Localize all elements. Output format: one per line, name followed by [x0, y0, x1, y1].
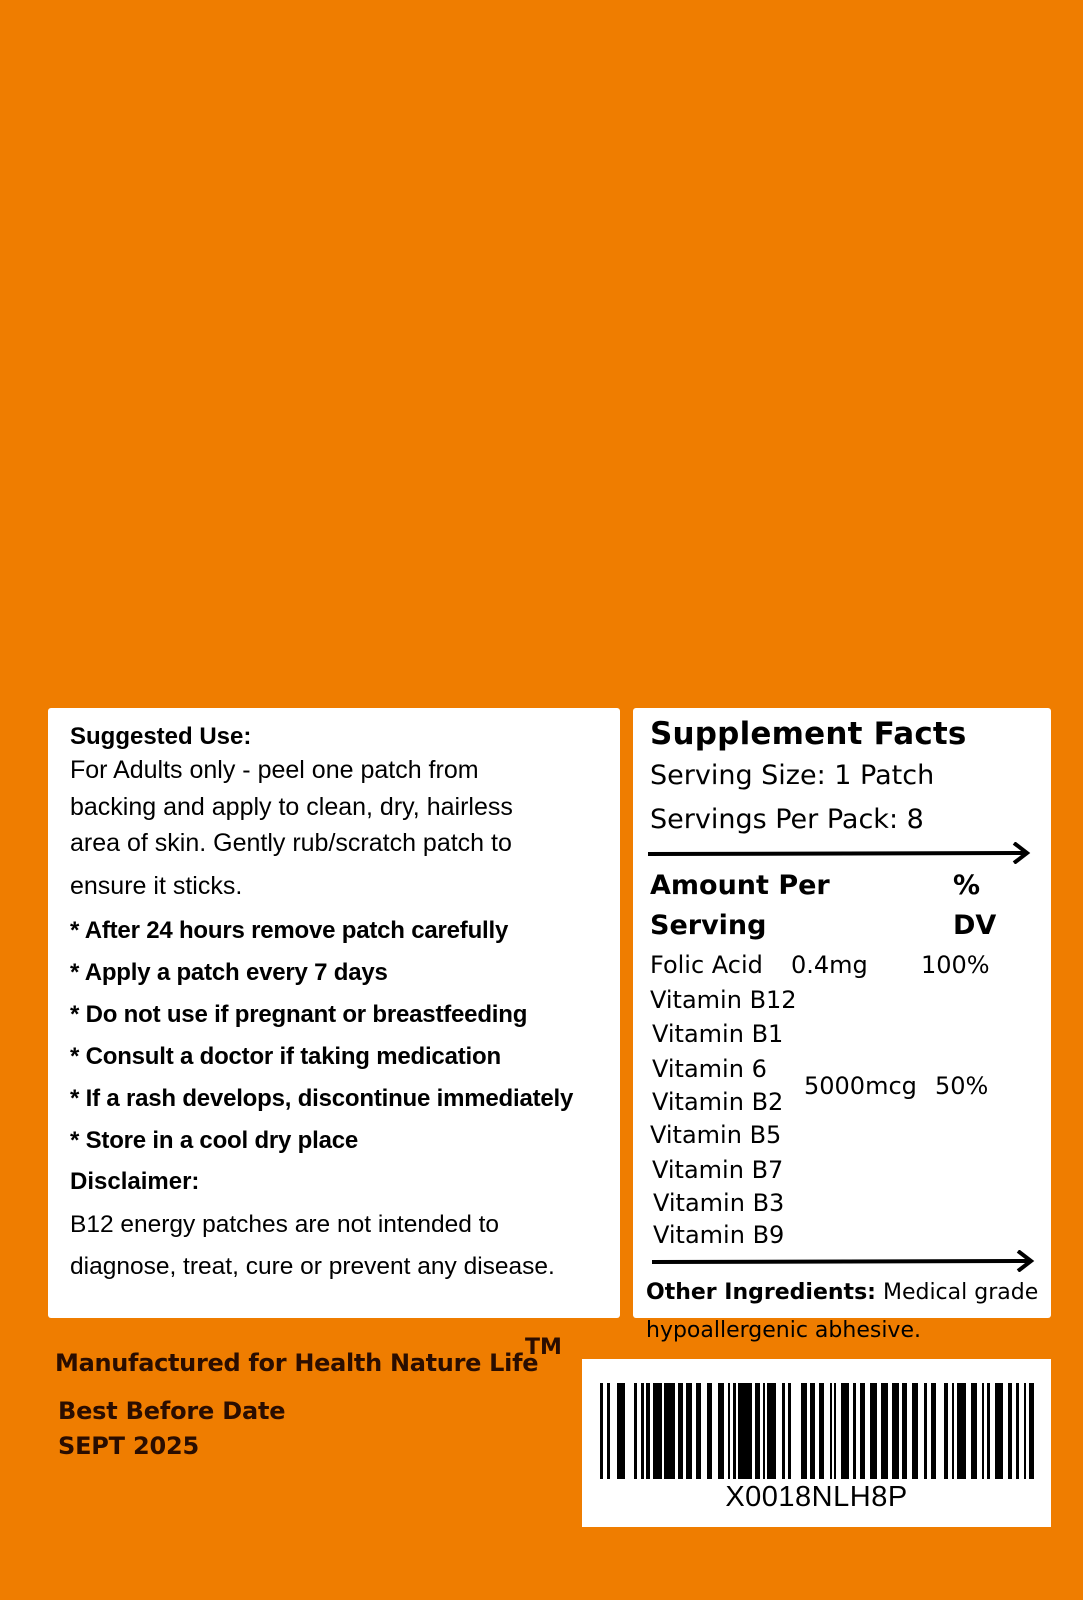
- divider-arrow-icon: [648, 842, 1030, 864]
- suggested-use-line: area of skin. Gently rub/scratch patch to: [70, 829, 512, 857]
- nutrient-name: Vitamin 6: [652, 1054, 767, 1083]
- usage-bullet: * If a rash develops, discontinue immediately: [70, 1084, 574, 1112]
- nutrient-group-amount: 5000mcg: [804, 1072, 917, 1100]
- nutrient-name: Vitamin B7: [652, 1155, 784, 1184]
- nutrient-name: Vitamin B5: [650, 1121, 782, 1149]
- manufacturer-text: Manufactured for Health Nature Life: [55, 1349, 539, 1377]
- suggested-use-line: backing and apply to clean, dry, hairless: [70, 792, 513, 821]
- suggested-use-paragraph: [70, 752, 620, 906]
- servings-per-pack: Servings Per Pack: 8: [650, 804, 924, 835]
- other-ingredients-text: Medical grade hypoallergenic abhesive.: [646, 1280, 1039, 1343]
- nutrient-name: Vitamin B1: [652, 1020, 784, 1048]
- nutrient-dv: 100%: [921, 951, 990, 979]
- disclaimer-text: [70, 1204, 620, 1288]
- nutrient-name: Vitamin B3: [653, 1189, 785, 1217]
- nutrient-name: Vitamin B2: [652, 1088, 784, 1116]
- other-ingredients-label: Other Ingredients:: [646, 1280, 876, 1305]
- nutrient-name: Folic Acid: [650, 951, 763, 979]
- barcode-panel: [582, 1359, 1051, 1527]
- barcode-icon: [600, 1383, 1034, 1479]
- serving-size: Serving Size: 1 Patch: [650, 760, 935, 791]
- usage-bullets: [70, 910, 620, 1162]
- amount-per-serving-header: Amount Per Serving: [650, 870, 830, 941]
- usage-bullet: * Store in a cool dry place: [70, 1126, 359, 1154]
- nutrient-name: Vitamin B12: [650, 985, 797, 1014]
- suggested-use-line: ensure it sticks.: [70, 871, 243, 900]
- nutrient-group-dv: 50%: [935, 1072, 989, 1100]
- trademark-mark: TM: [525, 1335, 562, 1360]
- supplement-facts-title: Supplement Facts: [650, 716, 967, 752]
- usage-bullet: * Do not use if pregnant or breastfeeding: [70, 1000, 528, 1028]
- amount-header-row: [650, 866, 1032, 946]
- dv-header: % DV: [952, 870, 997, 941]
- suggested-use-line: For Adults only - peel one patch from: [70, 756, 479, 784]
- suggested-use-panel: [48, 708, 620, 1318]
- nutrient-list: [650, 948, 1051, 1260]
- best-before-date: SEPT 2025: [58, 1432, 199, 1460]
- disclaimer-line: diagnose, treat, cure or prevent any disease.: [70, 1252, 555, 1280]
- supplement-facts-panel: [633, 708, 1051, 1343]
- nutrient-name: Vitamin B9: [653, 1221, 785, 1249]
- nutrient-amount: 0.4mg: [791, 951, 868, 979]
- suggested-use-heading: Suggested Use:: [70, 723, 252, 750]
- usage-bullet: * After 24 hours remove patch carefully: [70, 916, 509, 944]
- usage-bullet: * Consult a doctor if taking medication: [70, 1042, 501, 1070]
- best-before-label: Best Before Date: [58, 1397, 286, 1425]
- usage-bullet: * Apply a patch every 7 days: [70, 958, 388, 986]
- disclaimer-heading: Disclaimer:: [70, 1167, 200, 1195]
- divider-arrow-icon: [652, 1250, 1034, 1272]
- barcode-number: X0018NLH8P: [725, 1481, 908, 1513]
- other-ingredients: [646, 1274, 1041, 1350]
- disclaimer-line: B12 energy patches are not intended to: [70, 1210, 500, 1238]
